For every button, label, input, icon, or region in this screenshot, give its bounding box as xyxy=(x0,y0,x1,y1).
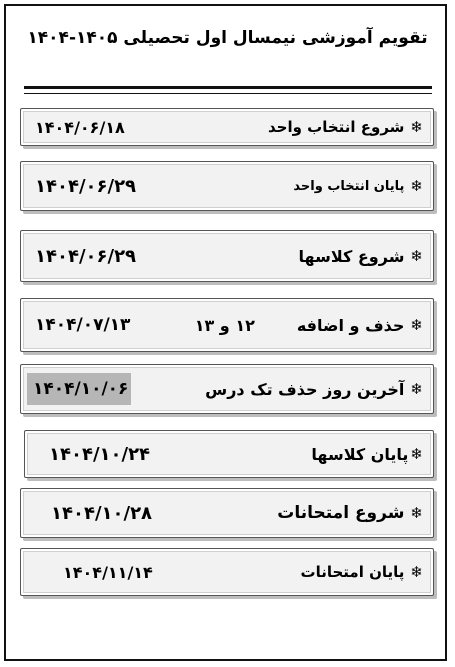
row-label-container xyxy=(195,299,423,351)
row-single-course-drop xyxy=(20,364,434,414)
row-label: آخرین روز حذف تک درس xyxy=(205,379,405,399)
row-label: شروع امتحانات xyxy=(277,503,405,523)
row-exams-end xyxy=(20,548,434,596)
snowflake-icon: ❄ xyxy=(410,380,423,398)
snowflake-icon: ❄ xyxy=(410,563,423,581)
row-label-container xyxy=(268,109,423,145)
row-label: شروع کلاسها xyxy=(298,246,405,266)
title-divider-thin xyxy=(24,93,432,94)
row-label: حذف و اضافه xyxy=(296,315,405,335)
row-date: ۱۴۰۴/۰۶/۱۸ xyxy=(35,117,125,137)
row-label: پایان امتحانات xyxy=(300,563,405,581)
row-label-container xyxy=(299,231,423,281)
row-date xyxy=(35,365,131,413)
row-extra-days: ۱۲ و ۱۳ xyxy=(194,315,255,335)
snowflake-icon: ❄ xyxy=(410,247,423,265)
snowflake-icon: ❄ xyxy=(410,177,423,195)
row-add-drop xyxy=(20,298,434,352)
row-classes-start xyxy=(20,230,434,282)
row-course-selection-end xyxy=(20,161,434,211)
row-course-selection-start xyxy=(20,108,434,146)
snowflake-icon: ❄ xyxy=(410,316,423,334)
row-date-highlight: ۱۴۰۴/۱۰/۰۶ xyxy=(27,373,131,405)
snowflake-icon: ❄ xyxy=(410,445,423,463)
row-exams-start xyxy=(20,488,434,538)
row-label-container xyxy=(277,489,423,537)
row-label-container xyxy=(293,162,423,210)
row-label-container xyxy=(205,365,423,413)
row-date: ۱۴۰۴/۰۷/۱۳ xyxy=(35,315,131,335)
row-label: شروع انتخاب واحد xyxy=(267,118,405,136)
row-date: ۱۴۰۴/۰۶/۲۹ xyxy=(35,245,137,267)
row-classes-end xyxy=(24,430,434,478)
row-date: ۱۴۰۴/۰۶/۲۹ xyxy=(35,175,137,197)
row-date: ۱۴۰۴/۱۱/۱۴ xyxy=(63,562,153,582)
snowflake-icon: ❄ xyxy=(410,504,423,522)
row-date: ۱۴۰۴/۱۰/۲۴ xyxy=(49,443,151,465)
row-date: ۱۴۰۴/۱۰/۲۸ xyxy=(51,502,153,524)
row-label-container xyxy=(301,549,423,595)
page-title: تقویم آموزشی نیمسال اول تحصیلی ۱۴۰۵-۱۴۰۴ xyxy=(27,28,428,48)
row-label: پایان کلاسها xyxy=(311,444,409,464)
row-label-container xyxy=(311,431,423,477)
title-divider xyxy=(24,86,432,89)
row-label: پایان انتخاب واحد xyxy=(293,178,405,194)
snowflake-icon: ❄ xyxy=(410,118,423,136)
